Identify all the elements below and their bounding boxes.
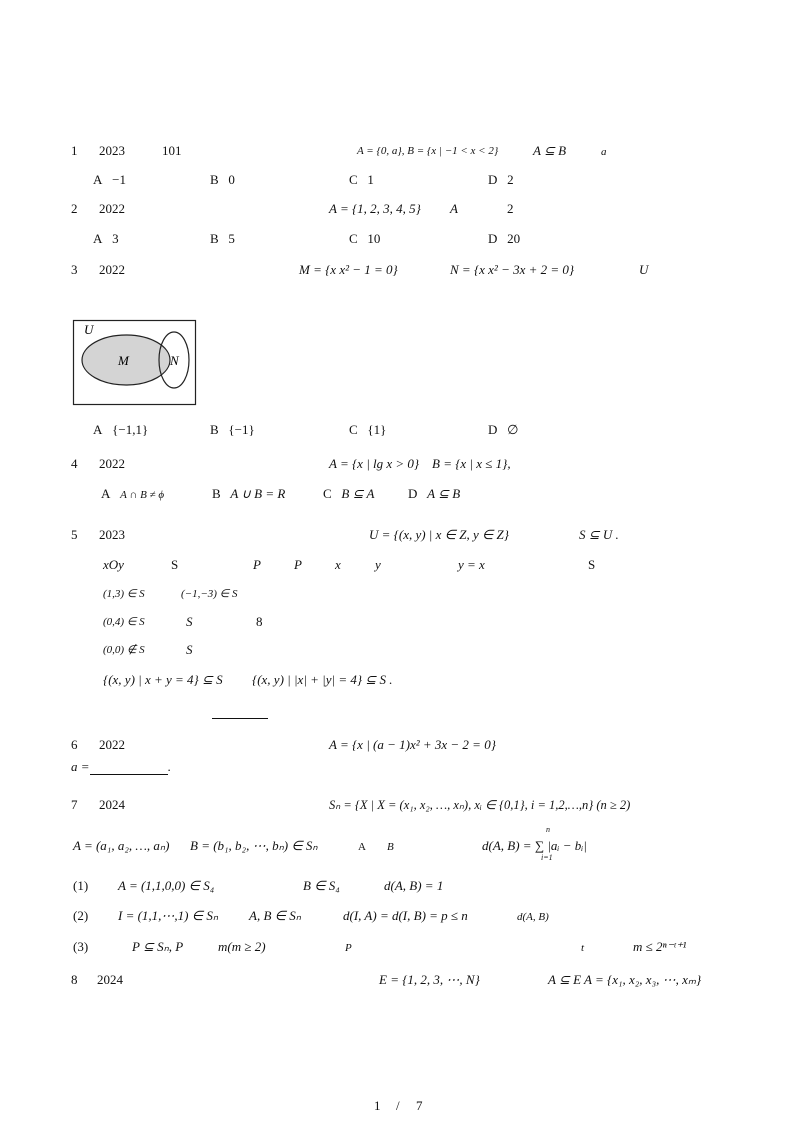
q5-statement-3a: (0,0) ∉ S [103, 644, 145, 656]
q7-part-3-e: m ≤ 2ⁿ⁻ᵗ⁺¹ [633, 939, 687, 954]
q1-variable: a [601, 146, 607, 158]
q5-statement-3b: S [186, 642, 193, 657]
q5-set-s: S [171, 557, 179, 572]
q4-set-a: A = {x | lg x > 0} [329, 456, 420, 471]
venn-label-u: U [84, 322, 94, 337]
q7-part-1-label: (1) [73, 878, 89, 893]
q1-option-d[interactable]: D 2 [488, 172, 514, 187]
q7-number: 7 [71, 797, 78, 812]
q8-number: 8 [71, 972, 78, 987]
q7-label-b: B [387, 841, 394, 853]
q7-label-a: A [358, 841, 366, 853]
q5-statement-2c: 8 [256, 614, 263, 629]
q2-option-c[interactable]: C 10 [349, 231, 381, 246]
q5-line-eq: y = x [458, 557, 485, 572]
q7-part-3-a: P ⊆ Sₙ, P [132, 939, 184, 954]
q4-option-d[interactable]: D A ⊆ B [408, 486, 461, 501]
q7-year: 2024 [99, 797, 125, 812]
q1-year: 2023 [99, 143, 125, 158]
q5-statement-2b: S [186, 614, 193, 629]
q3-year: 2022 [99, 262, 125, 277]
q5-statement-4b: {(x, y) | |x| + |y| = 4} ⊆ S . [252, 672, 393, 687]
q6-number: 6 [71, 737, 78, 752]
q4-option-b[interactable]: B A ∪ B = R [212, 486, 286, 501]
q5-set-s-2: S [588, 557, 596, 572]
q3-set-m: M = {x x² − 1 = 0} [299, 262, 398, 277]
q8-set-e: E = {1, 2, 3, ⋯, N} [379, 972, 480, 987]
q3-venn-diagram [72, 319, 198, 407]
q7-part-2-c: d(I, A) = d(I, B) = p ≤ n [343, 908, 468, 923]
q6-answer-blank[interactable] [90, 762, 168, 775]
q8-year: 2024 [97, 972, 123, 987]
q2-year: 2022 [99, 201, 125, 216]
q5-number: 5 [71, 527, 78, 542]
q7-distance: d(A, B) = ∑ |aᵢ − bᵢ| [482, 838, 587, 853]
q7-part-1-a: A = (1,1,0,0) ∈ S₄ [118, 878, 215, 893]
q7-part-3-label: (3) [73, 939, 89, 954]
q5-subset: S ⊆ U . [579, 527, 619, 542]
q7-part-1-b: B ∈ S₄ [303, 878, 340, 893]
q4-option-a[interactable]: A A ∩ B ≠ ϕ [101, 486, 165, 501]
q2-number: 2 [71, 201, 78, 216]
q6-set-a: A = {x | (a − 1)x² + 3x − 2 = 0} [329, 737, 496, 752]
q1-number: 1 [71, 143, 78, 158]
q5-statement-1a: (1,3) ∈ S [103, 588, 145, 600]
q5-plane: xOy [103, 557, 124, 572]
q2-option-b[interactable]: B 5 [210, 231, 235, 246]
q3-option-a[interactable]: A {−1,1} [93, 422, 149, 437]
q4-year: 2022 [99, 456, 125, 471]
q7-def-b: B = (b₁, b₂, ⋯, bₙ) ∈ Sₙ [190, 838, 318, 853]
q1-option-b[interactable]: B 0 [210, 172, 235, 187]
q1-set-definition: A = {0, a}, B = {x | −1 < x < 2} [357, 145, 499, 157]
q5-statement-1b: (−1,−3) ∈ S [181, 588, 238, 600]
q8-set-a: A ⊆ E A = {x₁, x₂, x₃, ⋯, xₘ} [548, 972, 702, 987]
q7-part-2-b: A, B ∈ Sₙ [249, 908, 301, 923]
q2-count: 2 [507, 201, 514, 216]
q5-point-p-2: P [294, 557, 302, 572]
q5-axis-y: y [375, 557, 381, 572]
q2-variable: A [450, 201, 458, 216]
q1-option-a[interactable]: A −1 [93, 172, 126, 187]
q7-sum-bottom: i=1 [541, 853, 553, 862]
q3-number: 3 [71, 262, 78, 277]
page-total: 7 [416, 1098, 423, 1113]
q3-option-b[interactable]: B {−1} [210, 422, 255, 437]
q1-subset: A ⊆ B [533, 143, 567, 158]
q5-set-u: U = {(x, y) | x ∈ Z, y ∈ Z} [369, 527, 509, 542]
q6-year: 2022 [99, 737, 125, 752]
q1-option-c[interactable]: C 1 [349, 172, 374, 187]
q2-option-a[interactable]: A 3 [93, 231, 119, 246]
q7-def-a: A = (a₁, a₂, …, aₙ) [73, 838, 170, 853]
q3-option-c[interactable]: C {1} [349, 422, 387, 437]
q5-statement-4a: {(x, y) | x + y = 4} ⊆ S [103, 672, 223, 687]
page-separator: / [396, 1098, 400, 1113]
q6-answer-line: a = . [71, 759, 171, 774]
q5-point-p: P [253, 557, 261, 572]
q5-answer-blank[interactable] [212, 718, 268, 719]
q4-set-b: B = {x | x ≤ 1}, [432, 456, 511, 471]
q7-part-2-d: d(A, B) [517, 911, 549, 923]
q5-year: 2023 [99, 527, 125, 542]
q3-universal-set: U [639, 262, 649, 277]
q7-part-3-b: m(m ≥ 2) [218, 939, 266, 954]
q7-part-3-d: t [581, 942, 585, 954]
page-number: 1 [374, 1098, 381, 1113]
q2-set-definition: A = {1, 2, 3, 4, 5} [329, 201, 421, 216]
venn-label-m: M [118, 353, 129, 368]
q7-set-s: Sₙ = {X | X = (x₁, x₂, …, xₙ), xᵢ ∈ {0,1}, i = 1,2,…,n} (n ≥ 2) [329, 798, 631, 812]
q7-part-2-a: I = (1,1,⋯,1) ∈ Sₙ [118, 908, 219, 923]
q7-part-2-label: (2) [73, 908, 89, 923]
q3-set-n: N = {x x² − 3x + 2 = 0} [450, 262, 575, 277]
q5-statement-2a: (0,4) ∈ S [103, 616, 145, 628]
venn-label-n: N [170, 353, 179, 368]
q4-option-c[interactable]: C B ⊆ A [323, 486, 375, 501]
q7-sum-top: n [546, 825, 550, 834]
q1-tag: 101 [162, 143, 182, 158]
q5-axis-x: x [335, 557, 341, 572]
q3-option-d[interactable]: D ∅ [488, 422, 519, 437]
q4-number: 4 [71, 456, 78, 471]
q7-part-1-c: d(A, B) = 1 [384, 878, 444, 893]
q2-option-d[interactable]: D 20 [488, 231, 521, 246]
q7-part-3-c: P [345, 942, 352, 954]
